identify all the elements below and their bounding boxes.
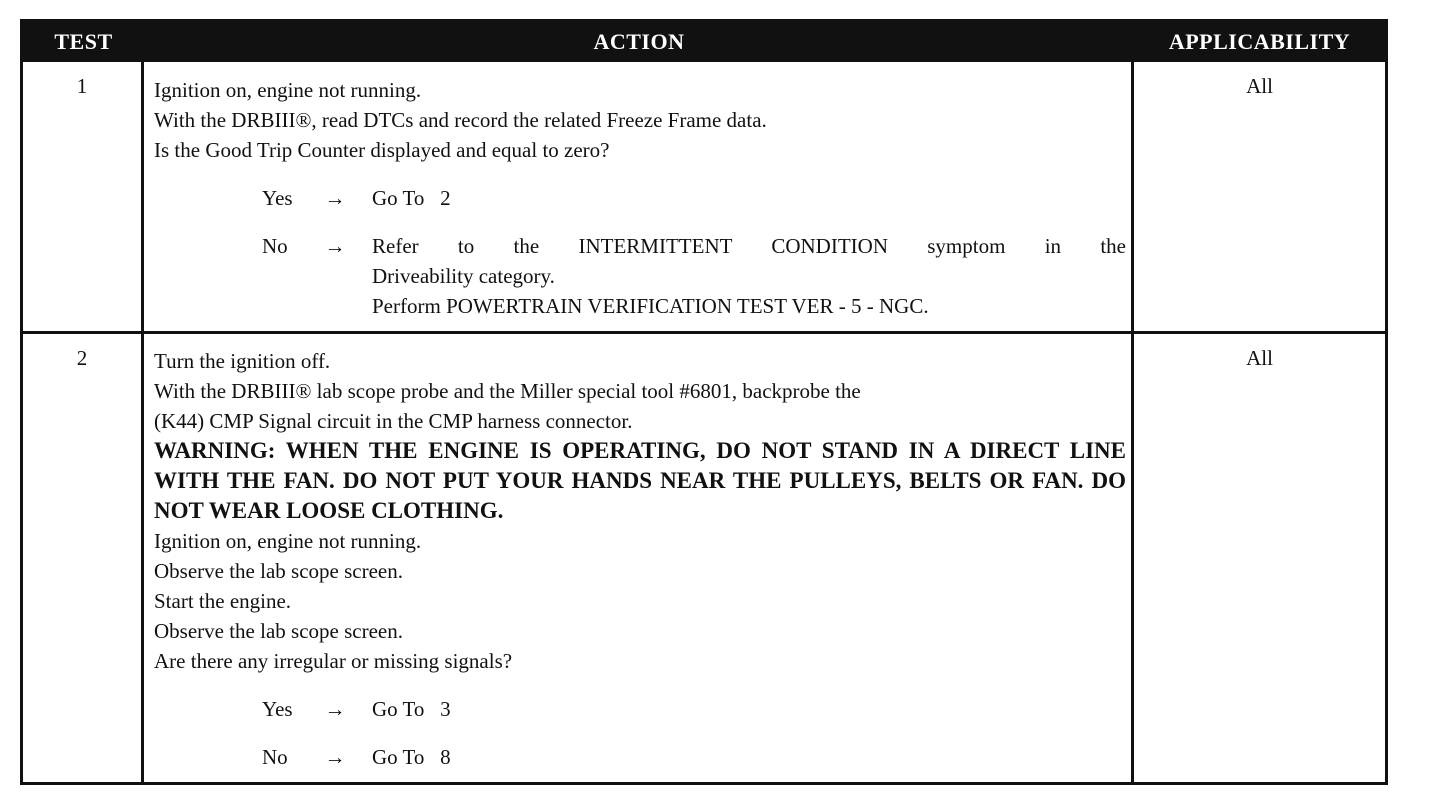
choice-no bbox=[262, 231, 1126, 321]
table-row bbox=[23, 62, 1385, 331]
applicability-value: All bbox=[1246, 74, 1273, 98]
test-number: 1 bbox=[76, 74, 88, 98]
right-arrow-icon: → bbox=[324, 697, 346, 721]
choice-result: Driveability category. bbox=[372, 264, 555, 288]
right-arrow-icon: → bbox=[324, 234, 346, 258]
table-row bbox=[23, 334, 1385, 782]
action-line: With the DRBIII®, read DTCs and record the related Freeze Frame data. bbox=[154, 108, 767, 132]
choice-no bbox=[262, 742, 1126, 772]
header-test: TEST bbox=[54, 29, 113, 54]
right-arrow-icon: → bbox=[324, 745, 346, 769]
warning-text: WARNING: WHEN THE ENGINE IS OPERATING, DO NOT STAND IN A DIRECT LINE WITH THE FAN. DO NOT PUT YOUR HANDS NEAR THE PULLEYS, BELTS OR FAN. DO NOT WEAR LOOSE CLOTHING. bbox=[154, 438, 1126, 523]
choice-label: Yes bbox=[262, 186, 293, 210]
action-line: Start the engine. bbox=[154, 589, 292, 613]
choice-result: Go To 2 bbox=[372, 186, 451, 210]
choice-yes bbox=[262, 183, 1126, 213]
test-number: 2 bbox=[76, 346, 88, 370]
header-action: ACTION bbox=[593, 29, 685, 54]
action-line: Ignition on, engine not running. bbox=[154, 529, 422, 553]
table-header bbox=[23, 22, 1385, 62]
choice-result: Go To 8 bbox=[372, 745, 451, 769]
action-line: (K44) CMP Signal circuit in the CMP harness connector. bbox=[154, 409, 633, 433]
choice-yes bbox=[262, 694, 1126, 724]
header-applicability: APPLICABILITY bbox=[1168, 29, 1351, 54]
action-line: Is the Good Trip Counter displayed and equal to zero? bbox=[154, 138, 610, 162]
action-cell bbox=[154, 75, 1126, 321]
action-line: With the DRBIII® lab scope probe and the Miller special tool #6801, backprobe the bbox=[154, 379, 861, 403]
applicability-value: All bbox=[1246, 346, 1273, 370]
action-line: Turn the ignition off. bbox=[154, 349, 331, 373]
choice-result: Perform POWERTRAIN VERIFICATION TEST VER - 5 - NGC. bbox=[372, 294, 929, 318]
choice-result: Refer to the INTERMITTENT CONDITION symptom in the bbox=[372, 234, 1126, 258]
choice-label: Yes bbox=[262, 697, 293, 721]
action-line: Ignition on, engine not running. bbox=[154, 78, 422, 102]
action-line: Are there any irregular or missing signals? bbox=[154, 649, 513, 673]
choice-label: No bbox=[262, 234, 288, 258]
action-line: Observe the lab scope screen. bbox=[154, 559, 403, 583]
action-line: Observe the lab scope screen. bbox=[154, 619, 403, 643]
action-cell bbox=[154, 346, 1126, 772]
choice-result: Go To 3 bbox=[372, 697, 451, 721]
diagnostic-test-table bbox=[20, 19, 1388, 785]
right-arrow-icon: → bbox=[324, 186, 346, 210]
choice-label: No bbox=[262, 745, 288, 769]
